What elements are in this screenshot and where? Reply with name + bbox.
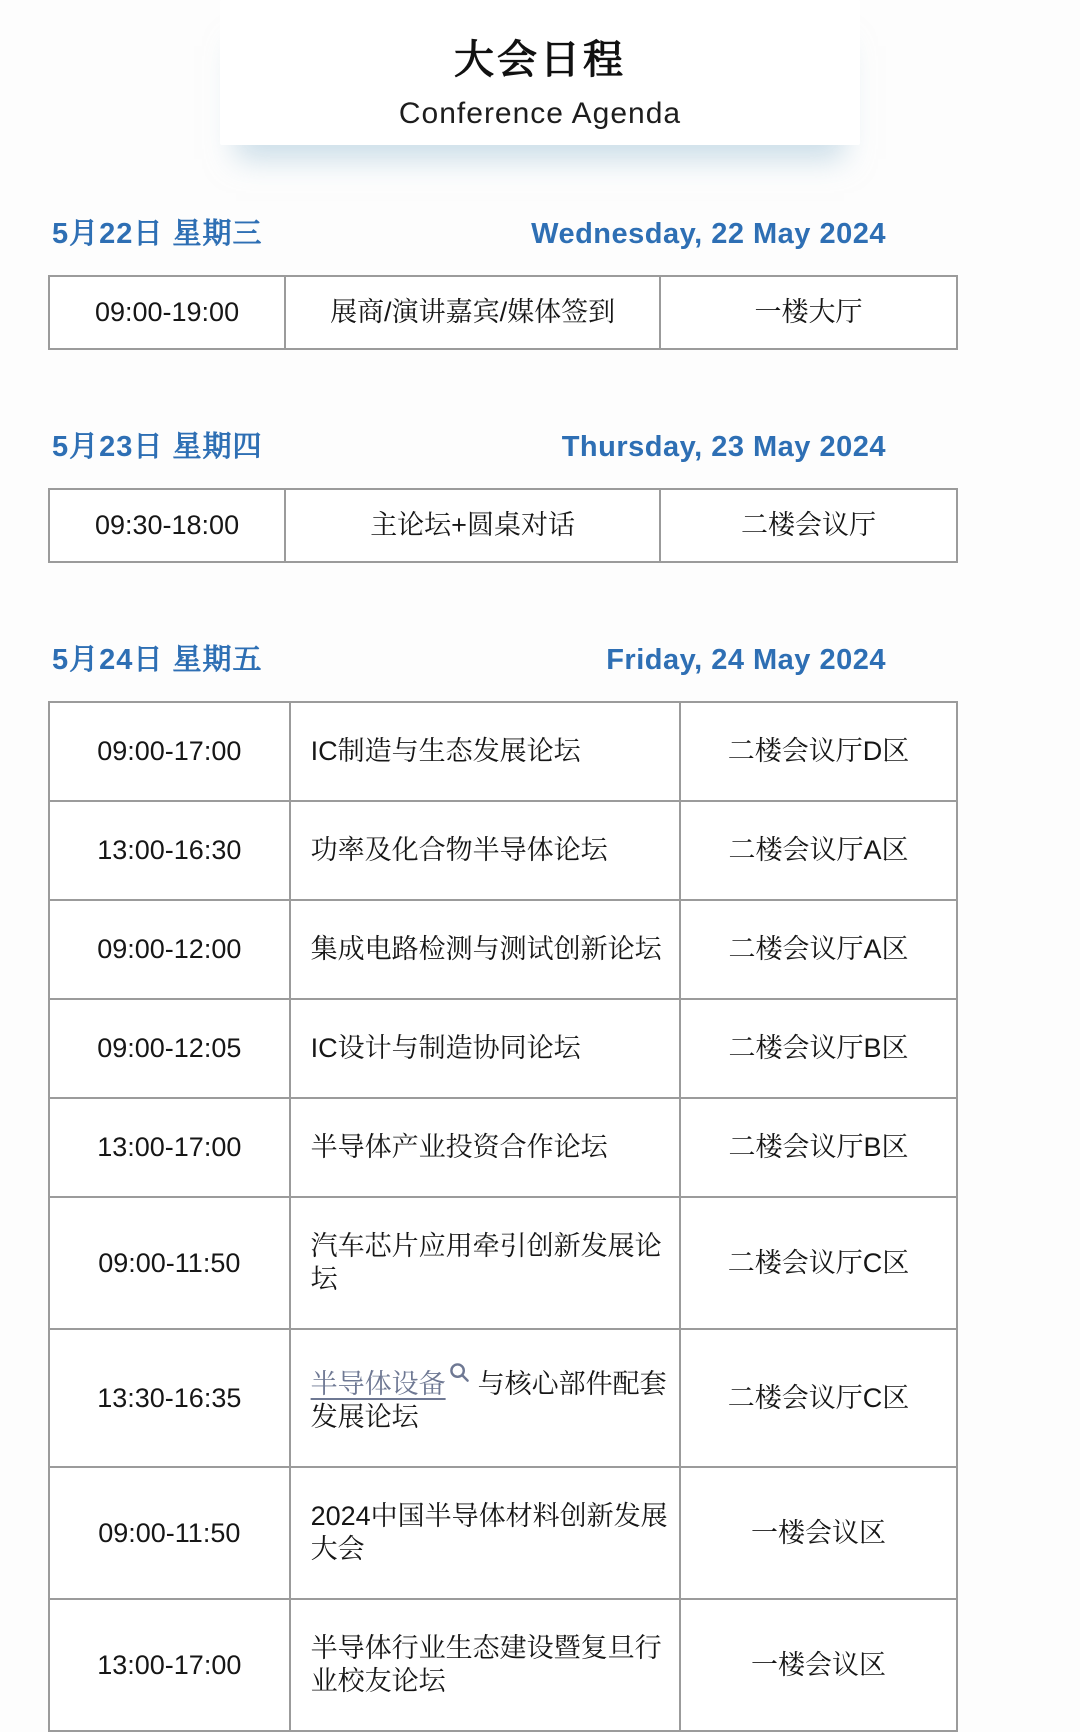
time-cell: 13:30-16:35 [49, 1329, 290, 1467]
venue-cell: 一楼大厅 [660, 276, 957, 349]
time-cell: 09:00-19:00 [49, 276, 285, 349]
section-date-zh: 5月24日 星期五 [52, 644, 263, 676]
table-row [49, 489, 957, 562]
time-cell: 09:00-11:50 [49, 1467, 290, 1599]
event-cell: 半导体行业生态建设暨复旦行业校友论坛 [290, 1599, 680, 1731]
table-row [49, 900, 957, 999]
event-cell [290, 1329, 680, 1467]
section-friday [48, 637, 958, 1732]
table-row [49, 801, 957, 900]
time-cell: 09:30-18:00 [49, 489, 285, 562]
equipment-search-link[interactable]: 半导体设备 [310, 1369, 446, 1399]
event-cell: 汽车芯片应用牵引创新发展论坛 [290, 1197, 680, 1329]
section-date-zh: 5月23日 星期四 [52, 431, 263, 463]
table-row [49, 1197, 957, 1329]
agenda-header-card [220, 0, 860, 145]
table-row [49, 999, 957, 1098]
event-cell: 集成电路检测与测试创新论坛 [290, 900, 680, 999]
venue-cell: 二楼会议厅C区 [680, 1197, 957, 1329]
table-row [49, 276, 957, 349]
venue-cell: 二楼会议厅B区 [680, 999, 957, 1098]
time-cell: 13:00-16:30 [49, 801, 290, 900]
page-title-en: Conference Agenda [398, 97, 682, 130]
agenda-table-thursday [48, 488, 958, 563]
venue-cell: 一楼会议区 [680, 1599, 957, 1731]
agenda-table-wednesday [48, 275, 958, 350]
venue-cell: 一楼会议区 [680, 1467, 957, 1599]
event-cell: IC设计与制造协同论坛 [290, 999, 680, 1098]
table-row [49, 1329, 957, 1467]
event-cell: 主论坛+圆桌对话 [285, 489, 660, 562]
section-date-zh: 5月22日 星期三 [52, 218, 263, 250]
table-row [49, 1467, 957, 1599]
event-cell: 功率及化合物半导体论坛 [290, 801, 680, 900]
event-text: 与核心部件配套发展论坛 [310, 1369, 667, 1432]
time-cell: 13:00-17:00 [49, 1098, 290, 1197]
section-wednesday [48, 211, 958, 350]
time-cell: 09:00-12:00 [49, 900, 290, 999]
section-date-en: Wednesday, 22 May 2024 [531, 218, 886, 250]
event-cell: 展商/演讲嘉宾/媒体签到 [285, 276, 660, 349]
event-cell: 2024中国半导体材料创新发展大会 [290, 1467, 680, 1599]
search-icon[interactable] [449, 1362, 470, 1383]
event-cell: IC制造与生态发展论坛 [290, 702, 680, 801]
venue-cell: 二楼会议厅 [660, 489, 957, 562]
venue-cell: 二楼会议厅B区 [680, 1098, 957, 1197]
venue-cell: 二楼会议厅A区 [680, 900, 957, 999]
venue-cell: 二楼会议厅D区 [680, 702, 957, 801]
event-cell: 半导体产业投资合作论坛 [290, 1098, 680, 1197]
venue-cell: 二楼会议厅A区 [680, 801, 957, 900]
time-cell: 09:00-17:00 [49, 702, 290, 801]
table-row [49, 702, 957, 801]
venue-cell: 二楼会议厅C区 [680, 1329, 957, 1467]
time-cell: 13:00-17:00 [49, 1599, 290, 1731]
section-thursday [48, 424, 958, 563]
agenda-table-friday [48, 701, 958, 1732]
time-cell: 09:00-11:50 [49, 1197, 290, 1329]
time-cell: 09:00-12:05 [49, 999, 290, 1098]
section-date-en: Friday, 24 May 2024 [606, 644, 886, 676]
section-date-en: Thursday, 23 May 2024 [561, 431, 886, 463]
table-row [49, 1098, 957, 1197]
table-row [49, 1599, 957, 1731]
page-title-zh: 大会日程 [454, 38, 626, 82]
